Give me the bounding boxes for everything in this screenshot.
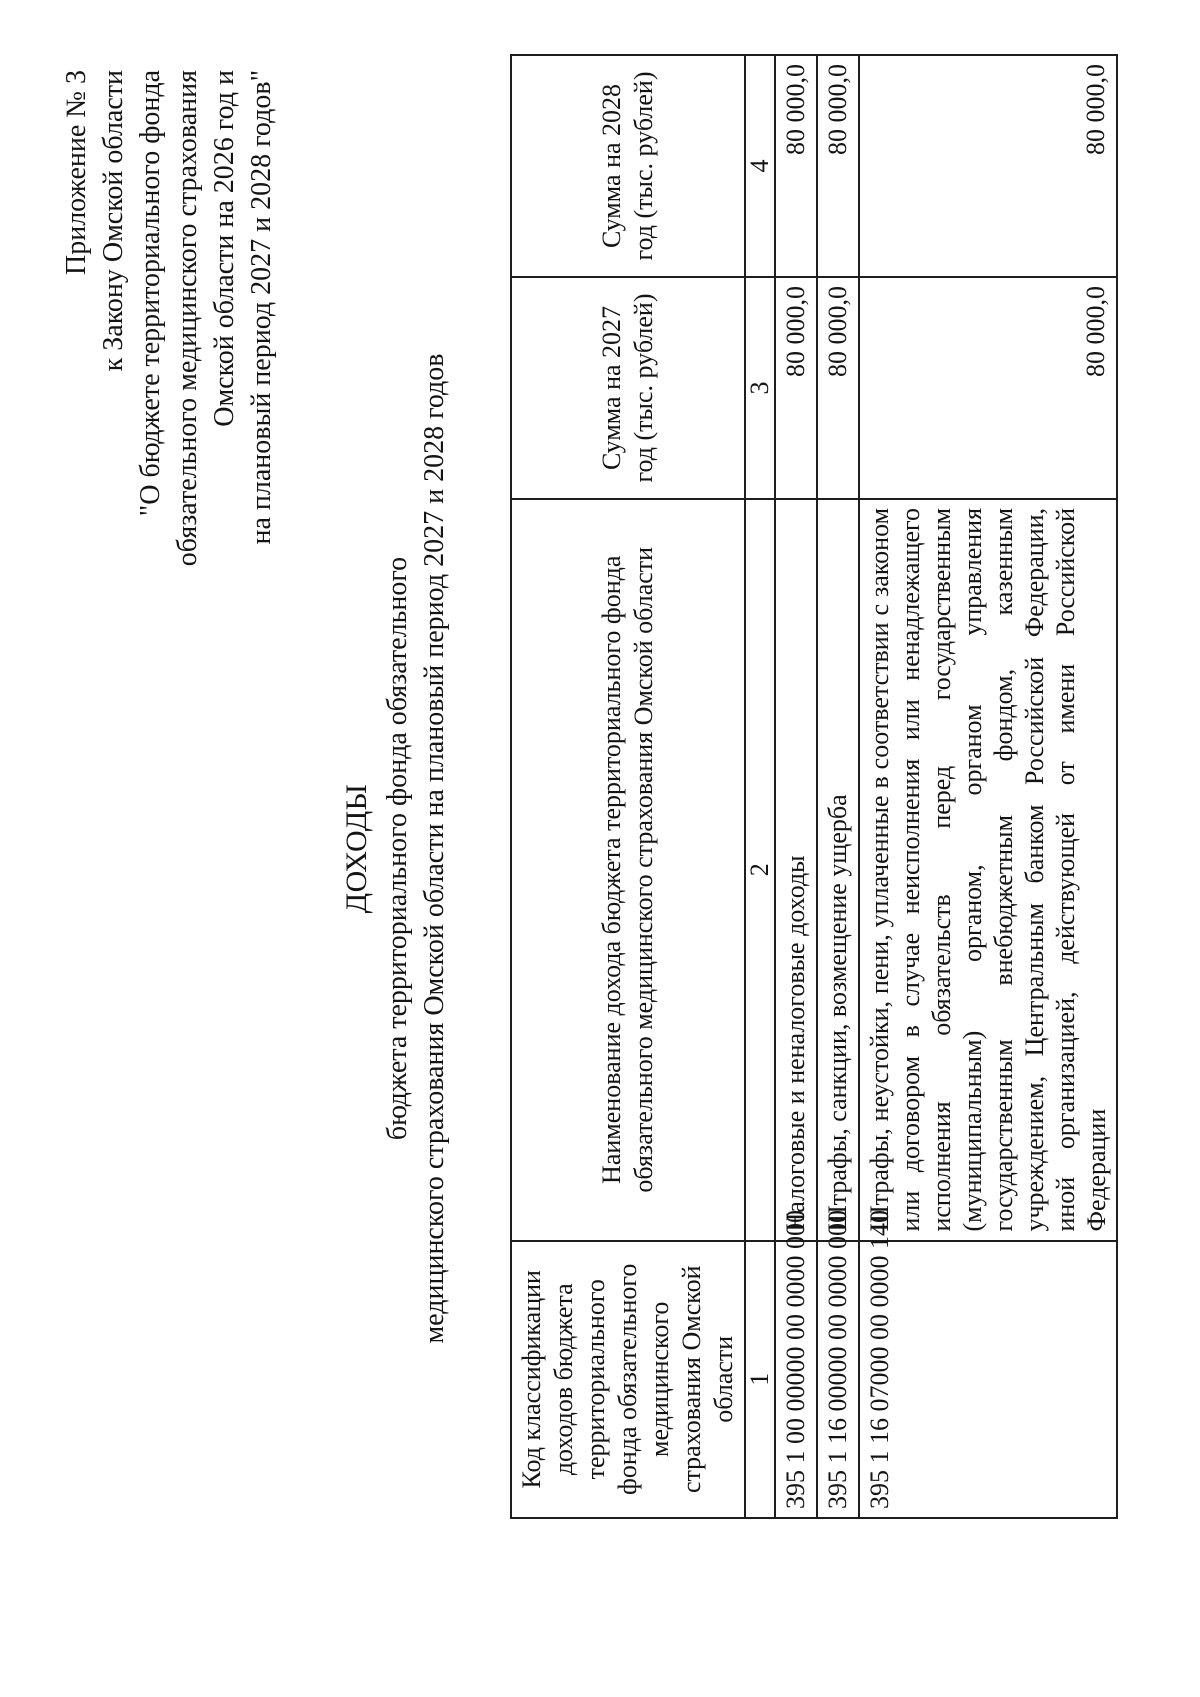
column-number: 3 (745, 277, 775, 499)
row-sum-2027: 80 000,0 (775, 277, 817, 499)
table-header-row (511, 55, 745, 1518)
row-name: Штрафы, неустойки, пени, уплаченные в соответствии с законом или договором в случае неисполнения или ненадлежащего исполнения обязательств перед государственным (муниципальным) органом, органом управления государственным внебюджетным фондом, казенным учреждением, Центральным банком Российской Федерации, иной организацией, действующей от имени Российской Федерации (859, 499, 1117, 1241)
row-name: Налоговые и неналоговые доходы (775, 499, 817, 1241)
table-row (817, 55, 859, 1518)
header-code: Код классификации доходов бюджета территориального фонда обязательного медицинского страхования Омской области (511, 1241, 745, 1518)
row-code: 395 1 00 00000 00 0000 000 (775, 1241, 817, 1518)
column-numbers-row (745, 55, 775, 1518)
table-row (775, 55, 817, 1518)
row-sum-2027: 80 000,0 (817, 277, 859, 499)
annex-law-title-line1: "О бюджете территориального фонда (135, 70, 166, 517)
annex-block (58, 70, 280, 670)
column-number: 4 (745, 55, 775, 277)
header-sum-2028: Сумма на 2028 год (тыс. рублей) (511, 55, 745, 277)
row-sum-2028: 80 000,0 (817, 55, 859, 277)
annex-law-title-line4: на плановый период 2027 и 2028 годов" (246, 70, 277, 545)
column-number: 2 (745, 499, 775, 1241)
title-heading: ДОХОДЫ (340, 783, 373, 914)
title-line2: медицинского страхования Омской области на плановый период 2027 и 2028 годов (419, 353, 450, 1344)
title-line1: бюджета территориального фонда обязательного (382, 556, 413, 1141)
row-code: 395 1 16 07000 00 0000 140 (859, 1241, 1117, 1518)
annex-law-reference: к Закону Омской области (98, 70, 129, 372)
header-sum-2027: Сумма на 2027 год (тыс. рублей) (511, 277, 745, 499)
row-name: Штрафы, санкции, возмещение ущерба (817, 499, 859, 1241)
row-sum-2028: 80 000,0 (775, 55, 817, 277)
row-code: 395 1 16 00000 00 0000 000 (817, 1241, 859, 1518)
annex-law-title-line3: Омской области на 2026 год и (209, 70, 240, 427)
document-title (338, 0, 453, 1697)
annex-number: Приложение № 3 (61, 70, 92, 275)
row-sum-2028: 80 000,0 (859, 55, 1117, 277)
annex-law-title-line2: обязательного медицинского страхования (172, 70, 203, 567)
row-sum-2027: 80 000,0 (859, 277, 1117, 499)
header-name: Наименование дохода бюджета территориального фонда обязательного медицинского страхования Омской области (511, 499, 745, 1241)
table-row (859, 55, 1117, 1518)
column-number: 1 (745, 1241, 775, 1518)
revenues-table (510, 54, 1118, 1519)
